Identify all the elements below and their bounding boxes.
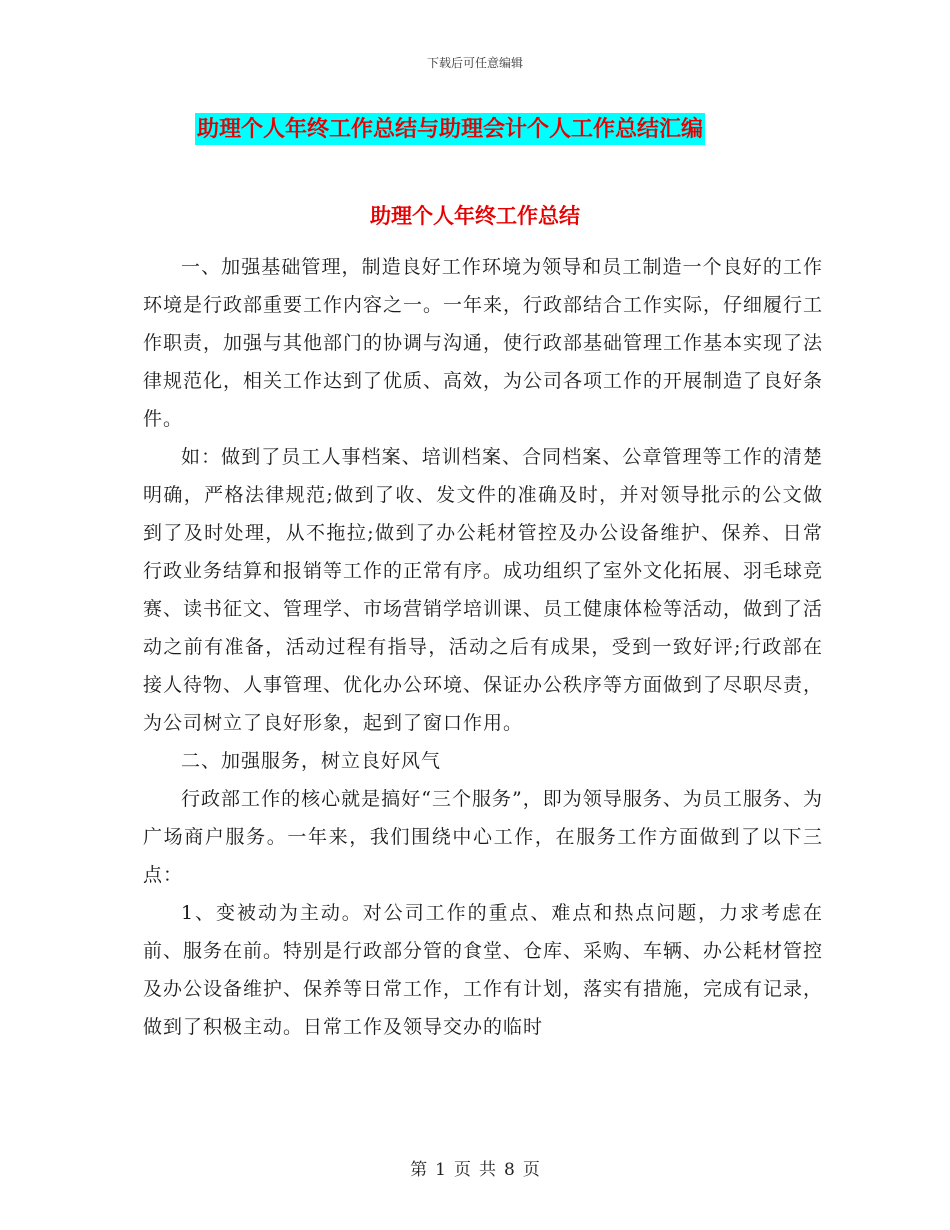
document-main-title: 助理个人年终工作总结与助理会计个人工作总结汇编 [195, 113, 705, 145]
page-number: 1 [435, 1160, 446, 1180]
footer-label-total: 共 [479, 1160, 496, 1180]
page-footer [0, 1155, 950, 1180]
paragraph: 二、加强服务，树立良好风气 [181, 750, 442, 772]
paragraph: 一、加强基础管理，制造良好工作环境为领导和员工制造一个良好的工作环境是行政部重要工作内容之一。一年来，行政部结合工作实际，仔细履行工作职责，加强与其他部门的协调与沟通，使行政部基础管理工作基本实现了法律规范化，相关工作达到了优质、高效，为公司各项工作的开展制造了良好条件。 [143, 256, 824, 430]
header-note: 下载后可任意编辑 [426, 56, 523, 70]
document-body [143, 248, 823, 1046]
section-title: 助理个人年终工作总结 [370, 203, 580, 228]
footer-label-page-unit: 页 [454, 1160, 471, 1180]
paragraph: 行政部工作的核心就是搞好“三个服务”，即为领导服务、为员工服务、为广场商户服务。一年来，我们围绕中心工作，在服务工作方面做到了以下三点： [143, 788, 823, 886]
footer-label-total-unit: 页 [522, 1160, 540, 1180]
paragraph: 1、变被动为主动。对公司工作的重点、难点和热点问题，力求考虑在前、服务在前。特别是行政部分管的食堂、仓库、采购、车辆、办公耗材管控及办公设备维护、保养等日常工作，工作有计划，落实有措施，完成有记录，做到了积极主动。日常工作及领导交办的临时 [143, 902, 824, 1038]
total-pages: 8 [504, 1160, 515, 1180]
paragraph: 如：做到了员工人事档案、培训档案、合同档案、公章管理等工作的清楚明确，严格法律规范;做到了收、发文件的准确及时，并对领导批示的公文做到了及时处理，从不拖拉;做到了办公耗材管控及办公设备维护、保养、日常行政业务结算和报销等工作的正常有序。成功组织了室外文化拓展、羽毛球竞赛、读书征文、管理学、市场营销学培训课、员工健康体检等活动，做到了活动之前有准备，活动过程有指导，活动之后有成果，受到一致好评;行政部在接人待物、人事管理、优化办公环境、保证办公秩序等方面做到了尽职尽责，为公司树立了良好形象，起到了窗口作用。 [143, 446, 824, 734]
footer-label-page: 第 [410, 1160, 428, 1180]
